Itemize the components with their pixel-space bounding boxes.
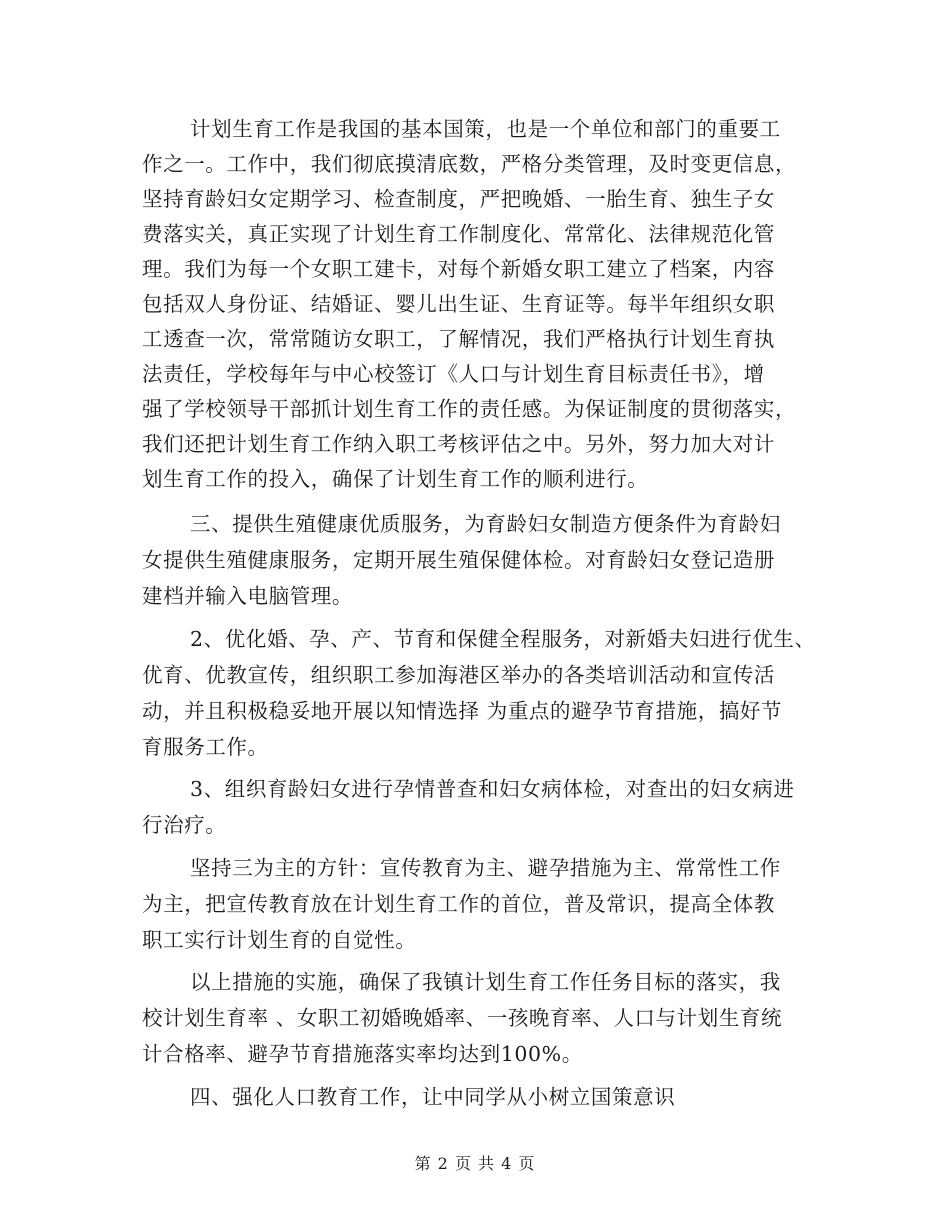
paragraph-line: 强了学校领导干部抓计划生育工作的责任感。为保证制度的贯彻落实， [142, 397, 797, 421]
paragraph-line: 职工实行计划生育的自觉性。 [142, 928, 417, 952]
paragraph-line: 动，并且积极稳妥地开展以知情选择 为重点的避孕节育措施，搞好节 [142, 699, 783, 723]
paragraph-line: 计合格率、避孕节育措施落实率均达到100%。 [142, 1042, 583, 1066]
paragraph-line: 优育、优教宣传，组织职工参加海港区举办的各类培训活动和宣传活 [142, 663, 775, 687]
paragraph-line: 以上措施的实施，确保了我镇计划生育工作任务目标的落实，我 [190, 970, 781, 994]
paragraph-line: 育服务工作。 [142, 735, 269, 759]
paragraph-line: 为主，把宣传教育放在计划生育工作的首位，普及常识，提高全体教 [142, 892, 775, 916]
paragraph-line: 四、强化人口教育工作，让中同学从小树立国策意识 [190, 1085, 676, 1109]
paragraph-line: 坚持三为主的方针：宣传教育为主、避孕措施为主、常常性工作 [190, 856, 781, 880]
paragraph-line: 我们还把计划生育工作纳入职工考核评估之中。另外，努力加大对计 [142, 432, 775, 456]
paragraph-line: 作之一。工作中，我们彻底摸清底数，严格分类管理，及时变更信息， [142, 152, 797, 176]
paragraph-line: 坚持育龄妇女定期学习、检查制度，严把晚婚、一胎生育、独生子女 [142, 187, 775, 211]
paragraph-line: 3、组织育龄妇女进行孕情普查和妇女病体检，对查出的妇女病进 [190, 777, 795, 801]
paragraph-line: 2、优化婚、孕、产、节育和保健全程服务，对新婚夫妇进行优生、 [190, 627, 816, 651]
paragraph-line: 费落实关，真正实现了计划生育工作制度化、常常化、法律规范化管 [142, 222, 775, 246]
paragraph-line: 建档并输入电脑管理。 [142, 584, 353, 608]
paragraph-line: 法责任，学校每年与中心校签订《人口与计划生育目标责任书》，增 [142, 362, 765, 386]
paragraph-line: 女提供生殖健康服务，定期开展生殖保健体检。对育龄妇女登记造册 [142, 548, 775, 572]
paragraph-line: 三、提供生殖健康优质服务，为育龄妇女制造方便条件为育龄妇 [190, 512, 781, 536]
paragraph-line: 工透查一次，常常随访女职工，了解情况，我们严格执行计划生育执 [142, 327, 775, 351]
paragraph-line: 校计划生育率 、女职工初婚晚婚率、一孩晚育率、人口与计划生育统 [142, 1006, 783, 1030]
page-footer: 第 2 页 共 4 页 [414, 1154, 536, 1173]
paragraph-line: 行治疗。 [142, 813, 227, 837]
paragraph-line: 理。我们为每一个女职工建卡，对每个新婚女职工建立了档案，内容 [142, 257, 775, 281]
paragraph-line: 计划生育工作是我国的基本国策，也是一个单位和部门的重要工 [190, 117, 781, 141]
paragraph-line: 包括双人身份证、结婚证、婴儿出生证、生育证等。每半年组织女职 [142, 292, 775, 316]
paragraph-line: 划生育工作的投入，确保了计划生育工作的顺利进行。 [142, 467, 649, 491]
